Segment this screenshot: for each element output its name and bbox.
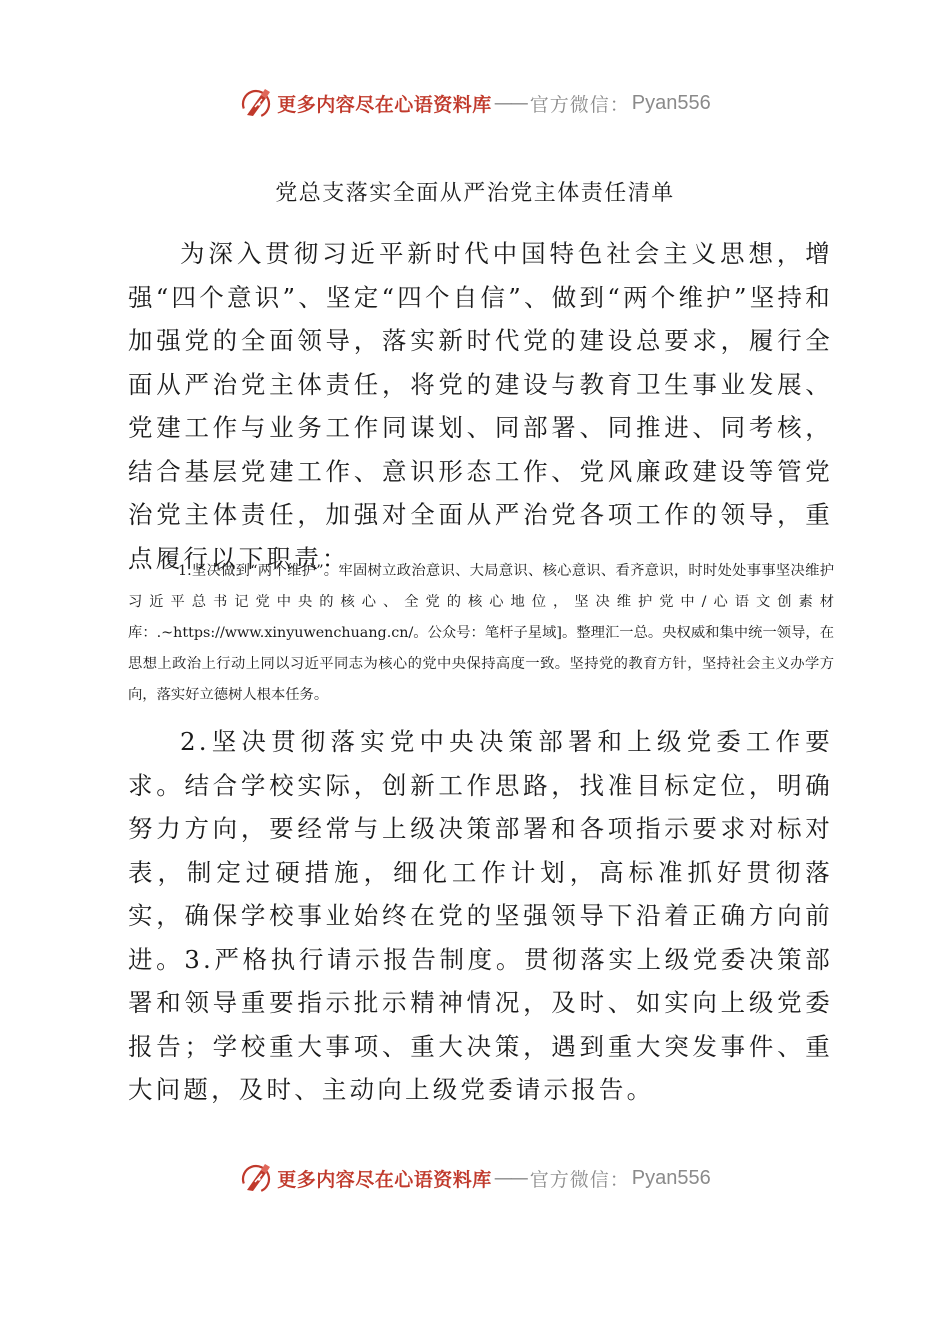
banner-wechat-label: 官方微信： xyxy=(529,1168,630,1191)
banner-dash: —— xyxy=(493,1167,526,1189)
intro-paragraph: 为深入贯彻习近平新时代中国特色社会主义思想，增强“四个意识”、坚定“四个自信”、做到“两个维护”坚持和加强党的全面领导，落实新时代党的建设总要求，履行全面从严治党主体责任，将党的建设与教育卫生事业发展、党建工作与业务工作同谋划、同部署、同推进、同考核，结合基层党建工作、意识形态工作、党风廉政建设等管党治党主体责任，加强对全面从严治党各项工作的领导，重点履行以下职责： xyxy=(128,239,833,573)
header-banner xyxy=(0,83,950,123)
item-1-paragraph: 1.坚决做到“两个维护”。牢固树立政治意识、大局意识、核心意识、看齐意识，时时处处事事坚决维护习近平总书记党中央的核心、全党的核心地位，坚决维护党中/心语文创素材库：.~https://www.xinyuwenchuang.cn/。公众号：笔杆子星域]。整理汇一总。央权威和集中统一领导，在思想上政治上行动上同以习近平同志为核心的党中央保持高度一致。坚持党的教育方针，坚持社会主义办学方向，落实好立德树人根本任务。 xyxy=(128,563,834,703)
banner-dash: —— xyxy=(493,92,526,114)
pen-nib-logo-icon xyxy=(239,1160,275,1196)
banner-wechat-label: 官方微信： xyxy=(529,93,630,116)
banner-wechat-id: Pyan556 xyxy=(631,1166,711,1189)
banner-wechat-id: Pyan556 xyxy=(631,91,711,114)
footer-banner xyxy=(0,1158,950,1198)
pen-nib-logo-icon xyxy=(239,85,275,121)
banner-brand-text: 更多内容尽在心语资料库 xyxy=(277,1168,492,1191)
banner-brand-text: 更多内容尽在心语资料库 xyxy=(277,93,492,116)
document-title: 党总支落实全面从严治党主体责任清单 xyxy=(275,181,675,206)
item-2-3-paragraph: 2.坚决贯彻落实党中央决策部署和上级党委工作要求。结合学校实际，创新工作思路，找准目标定位，明确努力方向，要经常与上级决策部署和各项指示要求对标对表，制定过硬措施，细化工作计划，高标准抓好贯彻落实，确保学校事业始终在党的坚强领导下沿着正确方向前进。3.严格执行请示报告制度。贯彻落实上级党委决策部署和领导重要指示批示精神情况，及时、如实向上级党委报告；学校重大事项、重大决策，遇到重大突发事件、重大问题，及时、主动向上级党委请示报告。 xyxy=(128,727,833,1104)
